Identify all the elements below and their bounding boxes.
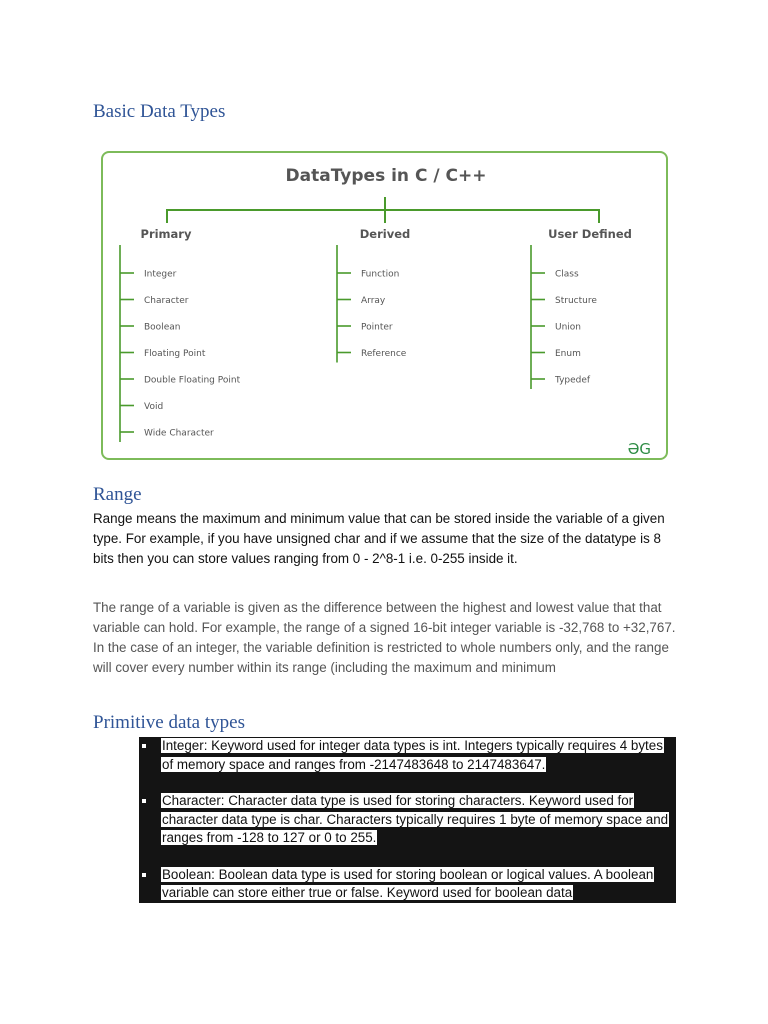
diagram-item: Pointer bbox=[361, 322, 393, 333]
diagram-item: Reference bbox=[361, 349, 407, 359]
column-header: User Defined bbox=[548, 227, 632, 241]
diagram-item: Void bbox=[144, 402, 164, 412]
diagram-title: DataTypes in C / C++ bbox=[285, 166, 487, 186]
heading-range: Range bbox=[93, 484, 142, 505]
diagram-item: Integer bbox=[144, 269, 177, 280]
diagram-item: Typedef bbox=[555, 375, 591, 386]
diagram-item: Character bbox=[144, 296, 189, 306]
diagram-item: Union bbox=[555, 322, 582, 333]
diagram-item: Enum bbox=[555, 349, 581, 359]
heading-primitive-data-types: Primitive data types bbox=[93, 712, 245, 733]
diagram-item: Wide Character bbox=[144, 428, 214, 439]
list-item bbox=[139, 866, 676, 903]
primitive-types-list bbox=[139, 737, 676, 903]
heading-basic-data-types: Basic Data Types bbox=[93, 101, 226, 122]
diagram-item: Function bbox=[361, 269, 400, 280]
diagram-item: Array bbox=[361, 296, 386, 306]
bullet-icon bbox=[142, 873, 146, 877]
list-item-text: Integer: Keyword used for integer data types is int. Integers typically requires 4 bytes of memory space and ranges from -2147483648 to 2147483647. bbox=[162, 738, 663, 772]
list-item-text: Character: Character data type is used for storing characters. Keyword used for character data type is char. Characters typically requires 1 byte of memory space and ranges from -128 to 127 or 0 to 255. bbox=[162, 793, 669, 845]
list-item bbox=[139, 737, 676, 774]
diagram-item: Class bbox=[555, 269, 579, 280]
datatypes-diagram bbox=[101, 151, 668, 460]
range-paragraph-2: The range of a variable is given as the difference between the highest and lowest value that that variable can hold. For example, the range of a signed 16-bit integer variable is -32,768 to +32,767. In the case of an integer, the variable definition is restricted to whole numbers only, and the range will cover every number within its range (including the maximum and minimum bbox=[93, 600, 676, 675]
diagram-item: Structure bbox=[555, 296, 597, 306]
list-item bbox=[139, 792, 676, 848]
datatypes-tree bbox=[103, 153, 666, 458]
list-item-text: Boolean: Boolean data type is used for storing boolean or logical values. A boolean variable can store either true or false. Keyword used for boolean data bbox=[162, 866, 654, 900]
column-header: Primary bbox=[140, 227, 192, 241]
column-header: Derived bbox=[359, 227, 411, 241]
bullet-icon bbox=[142, 744, 146, 748]
diagram-item: Double Floating Point bbox=[144, 375, 241, 386]
logo-icon: ƏG bbox=[627, 440, 651, 458]
range-paragraph-1: Range means the maximum and minimum value that can be stored inside the variable of a given type. For example, if you have unsigned char and if we assume that the size of the datatype is 8 bits then you can store values ranging from 0 - 2^8-1 i.e. 0-255 inside it. bbox=[93, 511, 665, 566]
diagram-item: Boolean bbox=[144, 322, 181, 333]
diagram-item: Floating Point bbox=[144, 349, 206, 359]
bullet-icon bbox=[142, 799, 146, 803]
